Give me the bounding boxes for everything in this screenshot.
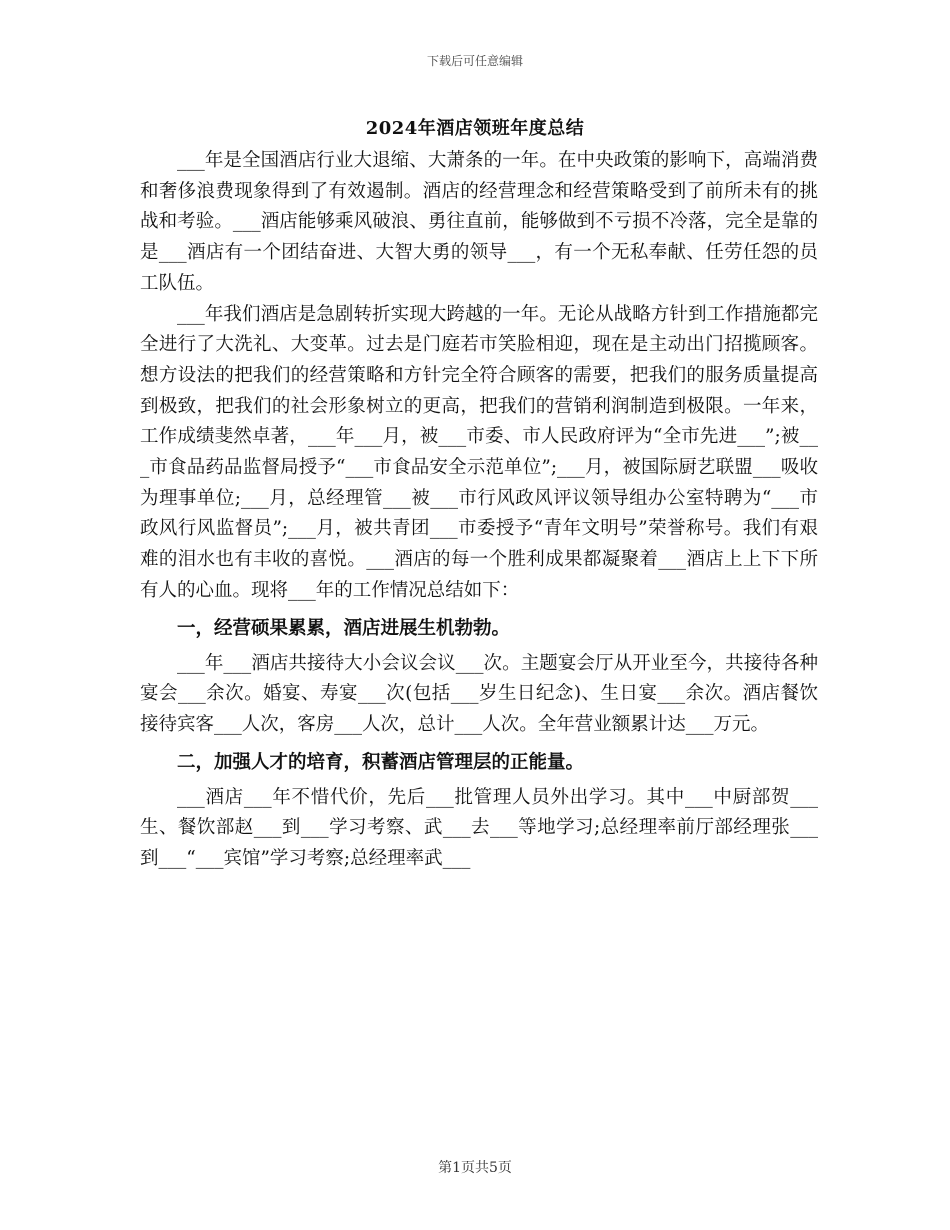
body-paragraph-1: ___年是全国酒店行业大退缩、大萧条的一年。在中央政策的影响下，高端消费和奢侈浪费现象得到了有效遏制。酒店的经营理念和经营策略受到了前所未有的挑战和考验。___酒店能够乘风破浪、勇往直前，能够做到不亏损不冷落，完全是靠的是___酒店有一个团结奋进、大智大勇的领导___，有一个无私奉献、任劳任怨的员工队伍。 (140, 150, 818, 294)
body-paragraph-2: ___年我们酒店是急剧转折实现大跨越的一年。无论从战略方针到工作措施都完全进行了大洗礼、大变革。过去是门庭若市笑脸相迎，现在是主动出门招揽顾客。想方设法的把我们的经营策略和方针完全符合顾客的需要，把我们的服务质量提高到极致，把我们的社会形象树立的更高，把我们的营销利润制造到极限。一年来，工作成绩斐然卓著，___年___月，被___市委、市人民政府评为“全市先进___”;被___市食品药品监督局授予“___市食品安全示范单位”;___月，被国际厨艺联盟___吸收为理事单位;___月，总经理管___被___市行风政风评议领导组办公室特聘为“___市政风行风监督员”;___月，被共青团___市委授予“青年文明号”荣誉称号。我们有艰难的泪水也有丰收的喜悦。___酒店的每一个胜利成果都凝聚着___酒店上上下下所有人的心血。现将___年的工作情况总结如下： (140, 303, 818, 601)
body-paragraph-3: ___年___酒店共接待大小会议会议___次。主题宴会厅从开业至今，共接待各种宴会___余次。婚宴、寿宴___次(包括___岁生日纪念)、生日宴___余次。酒店餐饮接待宾客___人次，客房___人次，总计___人次。全年营业额累计达___万元。 (140, 652, 818, 735)
body-paragraph-4: ___酒店___年不惜代价，先后___批管理人员外出学习。其中___中厨部贺___生、餐饮部赵___到___学习考察、武___去___等地学习;总经理率前厅部经理张___到___“___宾馆”学习考察;总经理率武___ (140, 786, 818, 870)
section-heading-2: 二，加强人才的培育，积蓄酒店管理层的正能量。 (177, 751, 585, 773)
document-body (140, 146, 818, 875)
page-header-note: 下载后可任意编辑 (426, 54, 523, 68)
document-title: 2024年酒店领班年度总结 (365, 118, 585, 139)
section-heading-1: 一，经营硕果累累，酒店进展生机勃勃。 (177, 617, 511, 639)
page-number-footer: 第1页共5页 (438, 1160, 512, 1176)
